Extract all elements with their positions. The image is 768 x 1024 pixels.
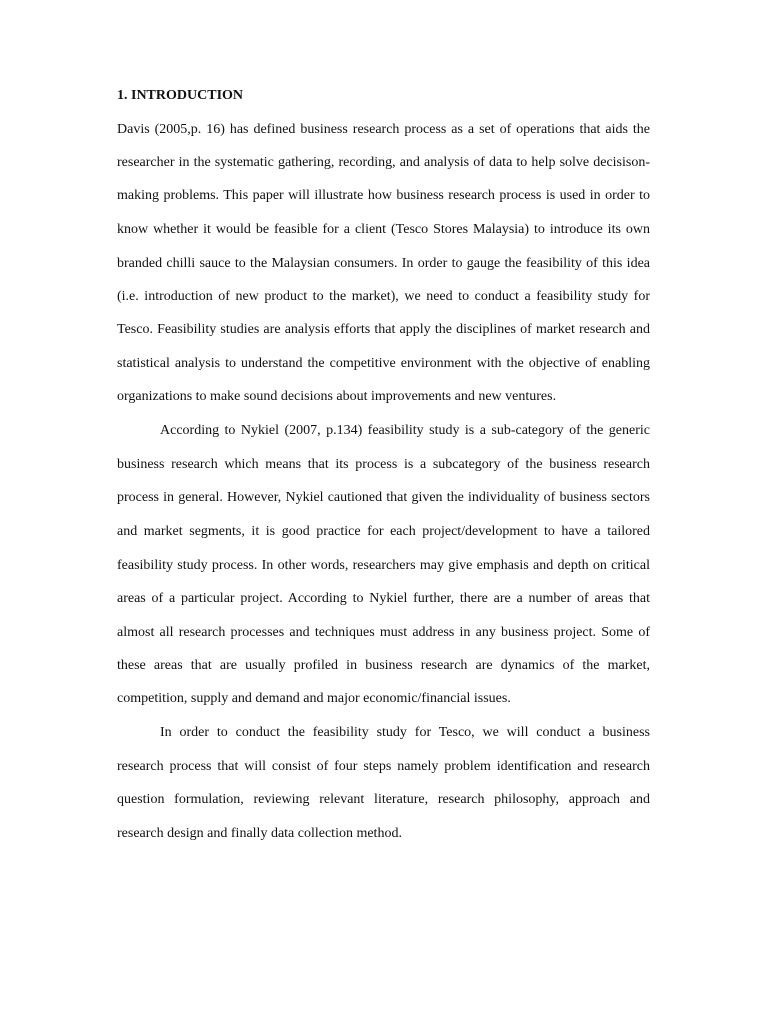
paragraph-2-line-8: these areas that are usually profiled in business research are dynamics of the market, — [117, 658, 650, 673]
paragraph-1-line-5: branded chilli sauce to the Malaysian consumers. In order to gauge the feasibility of this idea — [117, 256, 650, 271]
paragraph-1-line-6: (i.e. introduction of new product to the market), we need to conduct a feasibility study for — [117, 289, 650, 304]
paragraph-3-line-1: In order to conduct the feasibility study for Tesco, we will conduct a business — [160, 725, 650, 740]
paragraph-3-line-4: research design and finally data collection method. — [117, 826, 402, 841]
paragraph-2-line-7: almost all research processes and techniques must address in any business project. Some of — [117, 625, 650, 640]
paragraph-3-line-3: question formulation, reviewing relevant literature, research philosophy, approach and — [117, 792, 650, 807]
paragraph-3-line-2: research process that will consist of four steps namely problem identification and research — [117, 759, 650, 774]
paragraph-1-line-3: making problems. This paper will illustrate how business research process is used in order to — [117, 188, 650, 203]
paragraph-2-line-4: and market segments, it is good practice for each project/development to have a tailored — [117, 524, 650, 539]
paragraph-1-line-9: organizations to make sound decisions about improvements and new ventures. — [117, 389, 557, 404]
paragraph-1-line-2: researcher in the systematic gathering, recording, and analysis of data to help solve decisison- — [117, 155, 650, 170]
paragraph-1-line-1: Davis (2005,p. 16) has defined business research process as a set of operations that aids the — [117, 122, 650, 137]
paragraph-2-line-1: According to Nykiel (2007, p.134) feasibility study is a sub-category of the generic — [160, 423, 650, 438]
paragraph-1-line-7: Tesco. Feasibility studies are analysis efforts that apply the disciplines of market research and — [117, 322, 650, 337]
paragraph-2-line-2: business research which means that its process is a subcategory of the business research — [117, 457, 650, 472]
paragraph-2-line-3: process in general. However, Nykiel cautioned that given the individuality of business sectors — [117, 490, 650, 505]
paragraph-2-line-5: feasibility study process. In other words, researchers may give emphasis and depth on critical — [117, 558, 650, 573]
paragraph-1-line-4: know whether it would be feasible for a client (Tesco Stores Malaysia) to introduce its own — [117, 222, 650, 237]
paragraph-2-line-9: competition, supply and demand and major economic/financial issues. — [117, 691, 511, 706]
paragraph-2-line-6: areas of a particular project. According to Nykiel further, there are a number of areas that — [117, 591, 650, 606]
paragraph-1-line-8: statistical analysis to understand the competitive environment with the objective of enabling — [117, 356, 650, 371]
section-heading: 1. INTRODUCTION — [117, 88, 244, 103]
